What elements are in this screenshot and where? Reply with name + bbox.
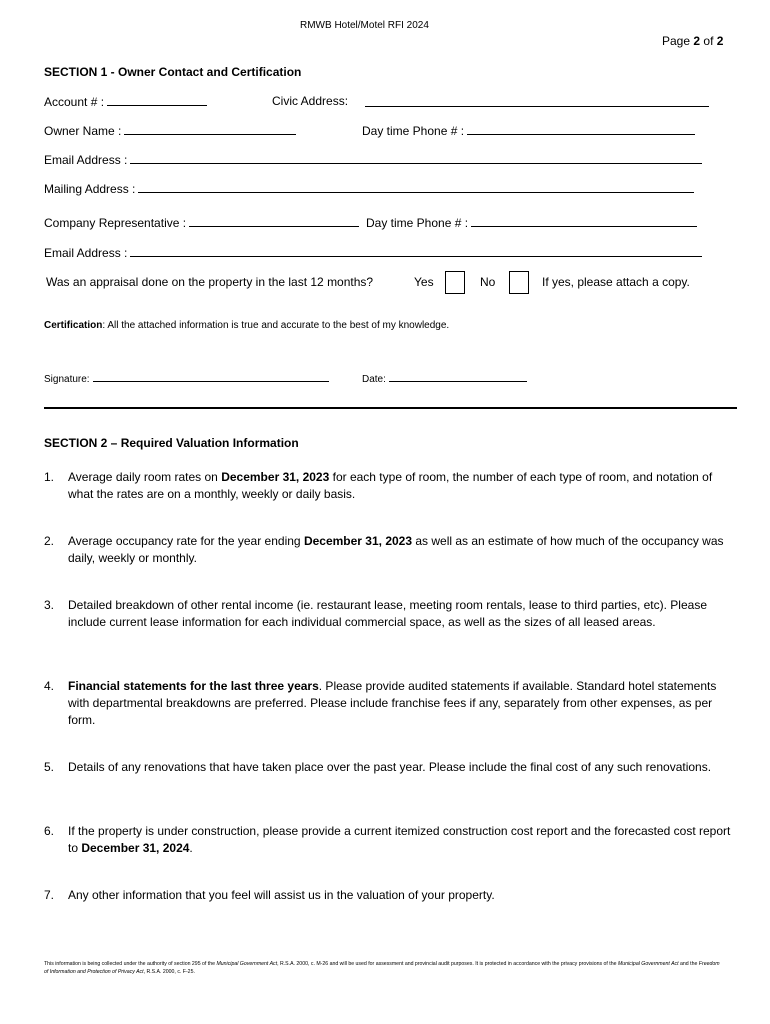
- email-line[interactable]: [130, 152, 702, 164]
- item-text: Average occupancy rate for the year ending: [68, 534, 304, 548]
- signature-field[interactable]: [44, 372, 329, 385]
- section1-heading: SECTION 1 - Owner Contact and Certification: [44, 65, 302, 79]
- list-item: [44, 533, 734, 567]
- rep-email-label: Email Address :: [44, 246, 128, 260]
- mailing-address-label: Mailing Address :: [44, 182, 136, 196]
- signature-line[interactable]: [93, 372, 329, 382]
- footer-text: , R.S.A. 2000, c. M-26 and will be used for assessment and provincial audit purposes. It is protected in accordance with the privacy provisions of the: [277, 961, 618, 967]
- item-number: 6.: [44, 824, 55, 838]
- company-rep-field[interactable]: [44, 215, 359, 230]
- list-item: [44, 823, 734, 857]
- item-number: 3.: [44, 598, 55, 612]
- item-text: Average daily room rates on: [68, 470, 222, 484]
- list-item: [44, 469, 734, 503]
- section2-heading: SECTION 2 – Required Valuation Information: [44, 436, 299, 450]
- item-text: .: [189, 841, 193, 855]
- list-item: [44, 597, 734, 631]
- account-line[interactable]: [107, 94, 207, 106]
- certification-statement: [44, 320, 449, 331]
- item-bold-text: Financial statements for the last three years: [68, 679, 319, 693]
- footer-text: and the: [678, 961, 699, 967]
- rep-phone-field[interactable]: [366, 215, 697, 230]
- rep-phone-line[interactable]: [471, 215, 697, 227]
- page-total: 2: [716, 34, 724, 48]
- item-text: for each type of room, the number of each type of room, and notation of what the rates are on a monthly, weekly or daily basis.: [68, 470, 713, 501]
- mailing-address-field[interactable]: [44, 181, 694, 196]
- signature-label: Signature:: [44, 374, 90, 385]
- no-label: No: [480, 275, 496, 289]
- no-checkbox[interactable]: [509, 271, 529, 294]
- list-item: [44, 678, 734, 729]
- item-number: 7.: [44, 888, 55, 902]
- item-bold-date: December 31, 2023: [303, 534, 413, 548]
- date-label: Date:: [362, 374, 386, 385]
- civic-address-field[interactable]: [362, 94, 709, 112]
- yes-label: Yes: [414, 275, 434, 289]
- footer-act-name: Municipal Government Act: [216, 961, 278, 967]
- certification-text: : All the attached information is true and accurate to the best of my knowledge.: [102, 320, 450, 331]
- civic-address-label: Civic Address:: [272, 94, 349, 108]
- page-current: 2: [693, 34, 701, 48]
- item-number: 5.: [44, 760, 55, 774]
- item-text: Detailed breakdown of other rental income (ie. restaurant lease, meeting room rentals, lease to third parties, etc). Please include current lease information for each individual commercial space, as well as the sizes of all leased areas.: [68, 598, 707, 629]
- item-text: Any other information that you feel will assist us in the valuation of your property.: [68, 888, 495, 902]
- list-item: [44, 887, 734, 904]
- email-label: Email Address :: [44, 153, 128, 167]
- owner-name-line[interactable]: [124, 123, 296, 135]
- footer-text: , R.S.A. 2000, c. F-25.: [143, 969, 195, 975]
- attach-note: If yes, please attach a copy.: [542, 275, 690, 289]
- owner-name-label: Owner Name :: [44, 124, 122, 138]
- phone-line[interactable]: [467, 123, 695, 135]
- page-prefix: Page: [662, 34, 691, 48]
- item-number: 1.: [44, 470, 55, 484]
- footer-act-name: Municipal Government Act: [617, 961, 679, 967]
- document-title: RMWB Hotel/Motel RFI 2024: [300, 20, 429, 31]
- page-number: [662, 34, 723, 48]
- page-of: of: [703, 34, 714, 48]
- item-text: as well as an estimate of how much of the occupancy was daily, weekly or monthly.: [68, 534, 724, 565]
- rep-email-line[interactable]: [130, 245, 702, 257]
- phone-field[interactable]: [362, 123, 695, 138]
- list-item: [44, 759, 734, 776]
- account-field[interactable]: [44, 94, 207, 109]
- privacy-footer: [44, 960, 724, 976]
- section-divider: [44, 407, 737, 409]
- date-field[interactable]: [362, 372, 527, 385]
- item-bold-date: December 31, 2024: [81, 841, 190, 855]
- item-text: Details of any renovations that have taken place over the past year. Please include the final cost of any such renovations.: [68, 760, 712, 774]
- yes-checkbox[interactable]: [445, 271, 465, 294]
- item-text: . Please provide audited statements if available. Standard hotel statements with departmental breakdowns are preferred. Please include franchise fees if any, separately from other expenses, as per form.: [68, 679, 717, 727]
- owner-name-field[interactable]: [44, 123, 296, 138]
- mailing-address-line[interactable]: [138, 181, 694, 193]
- phone-label: Day time Phone # :: [362, 124, 465, 138]
- item-bold-date: December 31, 2023: [221, 470, 330, 484]
- footer-text: This information is being collected under the authority of section 295 of the: [44, 961, 217, 967]
- footer-act-name: Freedom of Information and Protection of Privacy Act: [44, 961, 720, 975]
- item-number: 4.: [44, 679, 55, 693]
- account-label: Account # :: [44, 95, 105, 109]
- civic-address-line[interactable]: [365, 95, 709, 107]
- item-text: If the property is under construction, please provide a current itemized construction cost report and the forecasted cost report to: [68, 824, 731, 855]
- item-number: 2.: [44, 534, 55, 548]
- rep-phone-label: Day time Phone # :: [366, 216, 469, 230]
- rep-email-field[interactable]: [44, 245, 702, 260]
- company-rep-line[interactable]: [189, 215, 359, 227]
- date-line[interactable]: [389, 372, 527, 382]
- email-field[interactable]: [44, 152, 702, 167]
- appraisal-question: Was an appraisal done on the property in the last 12 months?: [46, 275, 374, 289]
- company-rep-label: Company Representative :: [44, 216, 187, 230]
- certification-bold: Certification: [44, 320, 103, 331]
